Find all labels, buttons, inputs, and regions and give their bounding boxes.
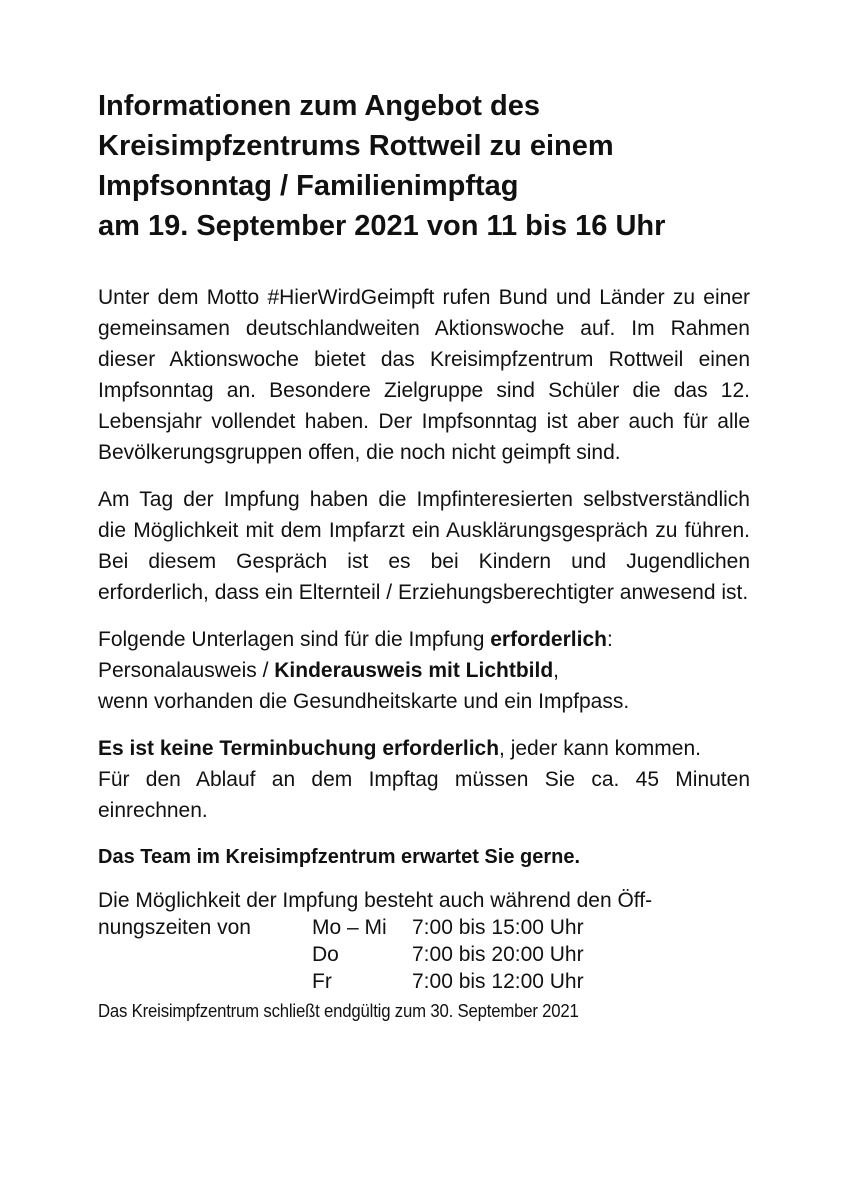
hours-time: 7:00 bis 15:00 Uhr (412, 916, 584, 939)
hours-label: nungszeiten von (98, 916, 251, 939)
document-page (98, 86, 750, 1023)
hours-day: Do (312, 943, 339, 966)
closing-note: Das Kreisimpfzentrum schließt endgültig zum 30. September 2021 (98, 1001, 579, 1021)
opening-hours (98, 887, 750, 995)
documents-line-1: Folgende Unterlagen sind für die Impfung erforderlich: (98, 628, 613, 651)
hours-row (98, 914, 750, 941)
no-appointment-emphasis: Es ist keine Terminbuchung erforderlich (98, 737, 500, 760)
duration-paragraph: Für den Ablauf an dem Impftag müssen Sie ca. 45 Minuten einrechnen. (98, 768, 750, 822)
documents-line-3: wenn vorhanden die Gesundheitskarte und ein Impfpass. (98, 690, 630, 713)
hours-intro: Die Möglichkeit der Impfung besteht auch während den Öff- (98, 889, 653, 912)
hours-time: 7:00 bis 12:00 Uhr (412, 970, 584, 993)
hours-time: 7:00 bis 20:00 Uhr (412, 943, 584, 966)
appointment-paragraph: Es ist keine Terminbuchung erforderlich, jeder kann kommen. (98, 737, 701, 760)
document-title (98, 86, 750, 246)
hours-day: Fr (312, 970, 332, 993)
team-note: Das Team im Kreisimpfzentrum erwartet Sie gerne. (98, 846, 581, 868)
hours-day: Mo – Mi (312, 916, 387, 939)
hours-row (98, 941, 750, 968)
required-emphasis: erforderlich (490, 628, 607, 651)
title-line: Impfsonntag / Familienimpftag (98, 170, 519, 202)
title-line: Informationen zum Angebot des (98, 90, 540, 122)
child-id-emphasis: Kinderausweis mit Lichtbild (274, 659, 554, 682)
documents-line-2: Personalausweis / Kinderausweis mit Lichtbild, (98, 659, 559, 682)
title-line: Kreisimpfzentrums Rottweil zu einem (98, 130, 614, 162)
consultation-paragraph: Am Tag der Impfung haben die Impfinteresierten selbstverständlich die Möglichkeit mit dem Impfarzt ein Ausklärungsgespräch zu führen. Bei diesem Gespräch ist es bei Kindern und Jugendlichen erforderlich, dass ein Elternteil / Erziehungsberechtigter anwesend ist. (98, 488, 750, 604)
intro-paragraph: Unter dem Motto #HierWirdGeimpft rufen Bund und Länder zu einer gemeinsamen deutschlandweiten Aktionswoche auf. Im Rahmen dieser Aktionswoche bietet das Kreisimpfzentrum Rottweil einen Impfsonntag an. Besondere Zielgruppe sind Schüler die das 12. Lebensjahr vollendet haben. Der Impfsonntag ist aber auch für alle Bevölkerungsgruppen offen, die noch nicht geimpft sind. (98, 286, 750, 464)
hours-row (98, 968, 750, 995)
title-line: am 19. September 2021 von 11 bis 16 Uhr (98, 210, 666, 242)
documents-section (98, 624, 750, 717)
